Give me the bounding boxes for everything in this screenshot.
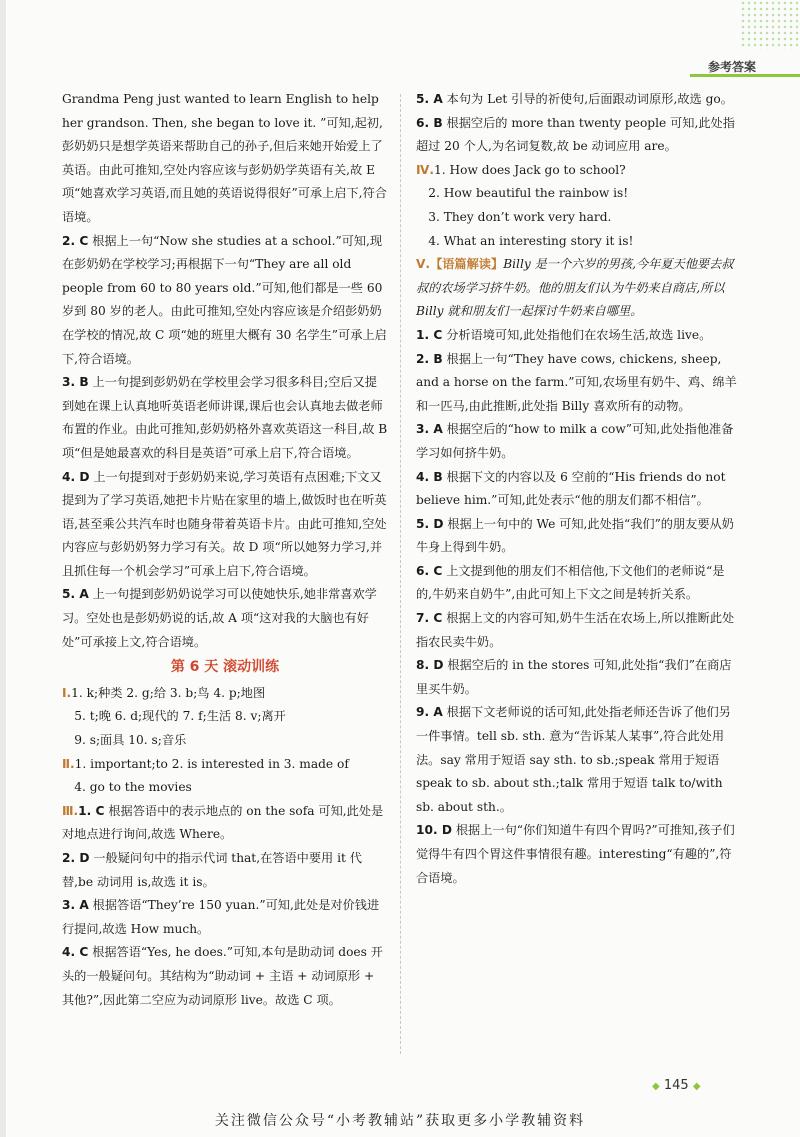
answer-key: 7. C: [416, 611, 443, 626]
right-answer-list: [416, 88, 738, 159]
answer-item: [416, 112, 738, 159]
section-2: [62, 753, 388, 800]
discourse-intro: [416, 253, 738, 324]
answer-explanation: 上一句提到彭奶奶在学校里会学习很多科目;空后又提到她在课上认真地听英语老师讲课,课后也会认真地去做老师布置的作业。由此可推知,彭奶奶格外喜欢英语这一科目,故 B 项“但是她最喜欢的科目是英语”可承上启下,符合语境。: [62, 375, 388, 460]
answer-line: [62, 729, 388, 753]
section-number: Ⅲ.: [62, 803, 79, 818]
answer-item: [62, 800, 388, 847]
answer-key: 3. B: [62, 375, 89, 390]
answer-line: [62, 705, 388, 729]
section-indent: [62, 733, 74, 747]
answer-key: 6. B: [416, 115, 443, 130]
answer-key: 5. D: [416, 516, 444, 531]
answer-line: [416, 230, 738, 254]
answer-item: [416, 466, 738, 513]
answer-item: [416, 701, 738, 819]
answer-key: 3. A: [62, 898, 89, 913]
section-5: [416, 253, 738, 890]
answer-explanation: 上文提到他的朋友们不相信他,下文他们的老师说“是的,牛奶来自奶牛”,由此可知上下文之间是转折关系。: [416, 563, 725, 602]
answer-explanation: 根据空后的 more than twenty people 可知,此处指超过 20 个人,为名词复数,故 be 动词应用 are。: [416, 115, 735, 154]
header-rule: [690, 74, 800, 77]
answer-text: 5. t;晚 6. d;现代的 7. f;生活 8. v;离开: [74, 709, 286, 724]
answer-key: 4. D: [62, 469, 90, 484]
page-number-dot-left: ◆: [652, 1081, 660, 1092]
section-indent: [416, 210, 428, 224]
answer-key: 6. C: [416, 563, 443, 578]
answer-key: 3. A: [416, 422, 443, 437]
answer-item: [416, 654, 738, 701]
answer-explanation: 根据下文老师说的话可知,此处指老师还告诉了他们另一件事情。tell sb. sth. 意为“告诉某人某事”,符合此处用法。say 常用于短语 say sth. to sb.;speak 常用于短语 speak to sb. about sth.;talk 常用于短语 talk to/with sb. about sth.。: [416, 705, 731, 814]
answer-item: [416, 324, 738, 348]
answer-item: [62, 847, 388, 894]
answer-item: [62, 230, 388, 372]
answer-item: [416, 348, 738, 419]
answer-explanation: 根据上一句“Now she studies at a school.”可知,现在彭奶奶在学校学习;再根据下一句“They are all old people from 60 to 80 years old.”可知,他们都是一些 60 岁到 80 岁的老人。由此可推知,空处内容应该是介绍彭奶奶在学校的情况,故 C 项“她的班里大概有 30 名学生”可承上启下,符合语境。: [62, 233, 387, 366]
answer-explanation: 根据上一句“你们知道牛有四个胃吗?”可推知,孩子们觉得牛有四个胃这件事情很有趣。interesting“有趣的”,符合语境。: [416, 823, 735, 885]
section-1: [62, 682, 388, 753]
answer-text: 4. go to the movies: [74, 780, 192, 795]
answer-text: 1. important;to 2. is interested in 3. made of: [74, 756, 349, 771]
footer-note: 关注微信公众号“小考教辅站”获取更多小学教辅资料: [214, 1113, 586, 1129]
answer-text: 9. s;面具 10. s;音乐: [74, 733, 187, 748]
right-column: [416, 88, 738, 890]
answer-explanation: 根据答语中的表示地点的 on the sofa 可知,此处是对地点进行询问,故选 Where。: [62, 803, 384, 842]
answer-line: [62, 682, 388, 706]
section-indent: [62, 780, 74, 794]
section-4: [416, 159, 738, 253]
discourse-tag: 【语篇解读】: [430, 257, 504, 272]
page-number-dot-right: ◆: [692, 1081, 701, 1092]
answer-item: [416, 560, 738, 607]
page-binder-edge: [0, 0, 6, 1137]
answer-key: 2. D: [62, 851, 90, 865]
answer-item: [62, 88, 388, 230]
answer-key: 9. A: [416, 705, 443, 720]
answer-explanation: 根据上文的内容可知,奶牛生活在农场上,所以推断此处指农民卖牛奶。: [416, 611, 735, 649]
answer-explanation: Grandma Peng just wanted to learn English to help her grandson. Then, she began to love it. ”可知,起初,彭奶奶只是想学英语来帮助自己的孙子,但后来她开始爱上了英语。由此可推知,空处内容应该与彭奶奶学英语有关,故 E 项“她喜欢学习英语,而且她的英语说得很好”可承上启下,符合语境。: [62, 92, 387, 224]
answer-text: 1. k;种类 2. g;给 3. b;鸟 4. p;地图: [71, 685, 266, 700]
answer-item: [416, 607, 738, 654]
answer-explanation: 根据上一句中的 We 可知,此处指“我们”的朋友要从奶牛身上得到牛奶。: [416, 516, 734, 555]
answer-key: 2. B: [416, 351, 443, 366]
answer-key: 5. A: [416, 92, 443, 106]
answer-line: [416, 159, 738, 183]
answer-explanation: 根据答语“They’re 150 yuan.”可知,此处是对价钱进行提问,故选 How much。: [62, 898, 380, 936]
page-number: [652, 1078, 701, 1093]
answer-text: 1. How does Jack go to school?: [434, 162, 626, 177]
section-number: Ⅱ.: [62, 756, 75, 771]
answer-explanation: 根据空后的“how to milk a cow”可知,此处指他准备学习如何挤牛奶。: [416, 422, 734, 460]
answer-explanation: 根据下文的内容以及 6 空前的“His friends do not believe him.”可知,此处表示“他的朋友们都不相信”。: [416, 469, 726, 508]
answer-text: 2. How beautiful the rainbow is!: [428, 186, 629, 201]
answer-explanation: 一般疑问句中的指示代词 that,在答语中要用 it 代替,be 动词用 is,故选 it is。: [62, 851, 362, 889]
answer-explanation: 上一句提到对于彭奶奶来说,学习英语有点困难;下文又提到为了学习英语,她把卡片贴在家里的墙上,做饭时也在听英语,甚至乘公共汽车时也随身带着英语卡片。由此可推知,空处内容应与彭奶奶努力学习有关。故 D 项“所以她努力学习,并且抓住每一个机会学习”可承上启下,符合语境。: [62, 469, 387, 578]
left-column: [62, 88, 388, 1012]
answer-key: 10. D: [416, 823, 452, 838]
answer-explanation: 上一句提到彭奶奶说学习可以使她快乐,她非常喜欢学习。空处也是彭奶奶说的话,故 A 项“这对我的大脑也有好处”可承接上文,符合语境。: [62, 587, 377, 649]
left-answer-list: [62, 88, 388, 654]
day-title: 第 6 天 滚动训练: [170, 659, 280, 676]
answer-item: [416, 88, 738, 112]
discourse-summary: Billy 是一个六岁的男孩,今年夏天他要去叔叔的农场学习挤牛奶。他的朋友们认为牛奶来自商店,所以 Billy 就和朋友们一起探讨牛奶来自哪里。: [416, 257, 734, 319]
page-number-text: 145: [663, 1078, 689, 1093]
answer-explanation: 根据上一句“They have cows, chickens, sheep, and a horse on the farm.”可知,农场里有奶牛、鸡、绵羊和一匹马,由此推断,此处指 Billy 喜欢所有的动物。: [416, 351, 737, 413]
section-number: Ⅰ.: [62, 685, 72, 700]
answer-item: [416, 513, 738, 560]
answer-key: 4. C: [62, 945, 89, 960]
answer-line: [416, 182, 738, 206]
answer-explanation: 根据空后的 in the stores 可知,此处指“我们”在商店里买牛奶。: [416, 658, 732, 696]
answer-item: [62, 371, 388, 465]
section-5-answers: [416, 324, 738, 890]
section-number: Ⅳ.: [416, 162, 435, 177]
answer-item: [62, 894, 388, 941]
answer-item: [62, 941, 388, 1012]
answer-text: 3. They don’t work very hard.: [428, 209, 612, 224]
answer-key: 8. D: [416, 658, 444, 673]
section-number: Ⅴ.: [416, 257, 431, 272]
header-label: 参考答案: [707, 60, 756, 74]
section-indent: [62, 709, 74, 723]
section-indent: [416, 234, 428, 248]
answer-item: [62, 466, 388, 584]
answer-item: [62, 583, 388, 654]
answer-key: 1. C: [416, 327, 443, 342]
answer-line: [62, 753, 388, 777]
decorative-dot-pattern: [740, 0, 800, 50]
answer-key: 5. A: [62, 587, 89, 602]
answer-line: [62, 776, 388, 800]
answer-explanation: 本句为 Let 引导的祈使句,后面跟动词原形,故选 go。: [446, 92, 733, 106]
answer-explanation: 根据答语“Yes, he does.”可知,本句是助动词 does 开头的一般疑问句。其结构为“助动词 + 主语 + 动词原形 + 其他?”,因此第二空应为动词原形 live。故选 C 项。: [62, 945, 383, 1007]
answer-text: 4. What an interesting story it is!: [428, 233, 634, 248]
answer-item: [416, 819, 738, 890]
section-3: [62, 800, 388, 1012]
section-indent: [416, 186, 428, 200]
answer-line: [416, 206, 738, 230]
answer-key: 2. C: [62, 233, 89, 248]
answer-explanation: 分析语境可知,此处指他们在农场生活,故选 live。: [446, 327, 712, 342]
answer-key: 4. B: [416, 469, 443, 484]
column-divider: [400, 94, 401, 1054]
answer-item: [416, 418, 738, 465]
answer-key: 1. C: [78, 803, 105, 818]
